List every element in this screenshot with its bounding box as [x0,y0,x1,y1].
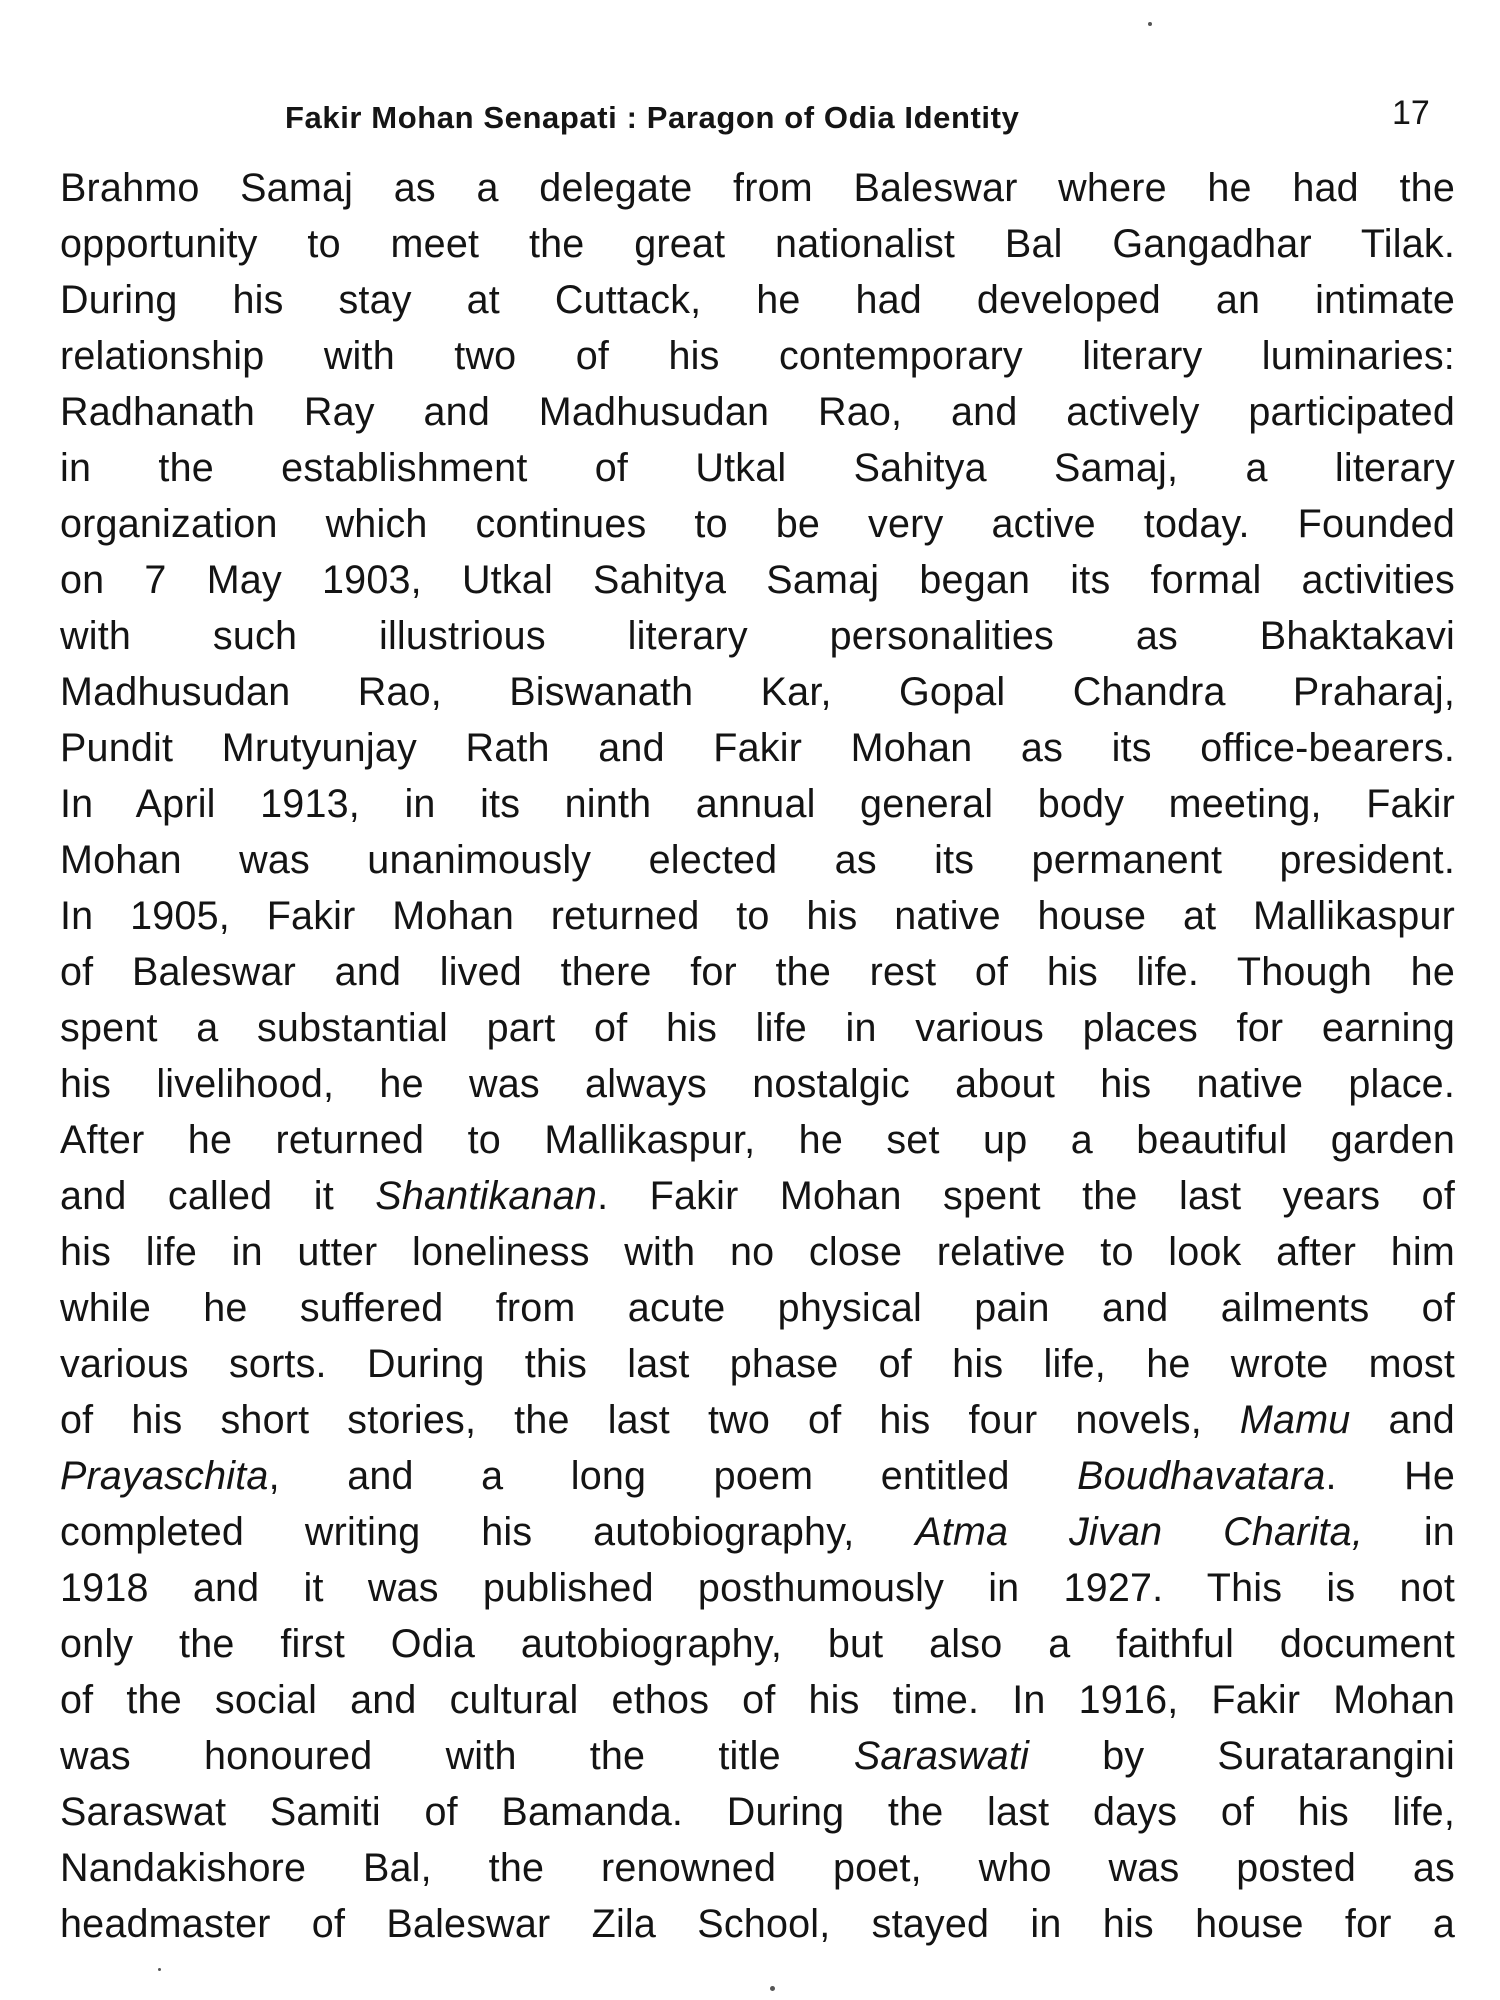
text-line [60,608,1455,664]
text-line [60,1616,1455,1672]
italic-text: Boudhavatara [1077,1454,1326,1498]
line-text: various sorts. During this last phase of his life, he wrote most [60,1342,1455,1386]
text-line [60,832,1455,888]
line-text: on 7 May 1903, Utkal Sahitya Samaj began its formal activities [60,558,1455,602]
line-text: was honoured with the title [60,1734,854,1778]
line-text: relationship with two of his contemporary literary luminaries: [60,334,1455,378]
line-text: in the establishment of Utkal Sahitya Samaj, a literary [60,446,1455,490]
text-line [60,1000,1455,1056]
text-line [60,664,1455,720]
text-line [60,272,1455,328]
text-line [60,776,1455,832]
scan-speck [158,1968,161,1971]
line-text: , and a long poem entitled [268,1454,1078,1498]
italic-text: Saraswati [853,1734,1030,1778]
line-text: . Fakir Mohan spent the last years of [597,1174,1455,1218]
line-text: while he suffered from acute physical pain and ailments of [60,1286,1455,1330]
line-text: 1918 and it was published posthumously in 1927. This is not [60,1566,1455,1610]
line-text: Madhusudan Rao, Biswanath Kar, Gopal Chandra Praharaj, [60,670,1455,714]
italic-text: Atma Jivan Charita, [915,1510,1363,1554]
line-text: Saraswat Samiti of Bamanda. During the last days of his life, [60,1790,1455,1834]
text-line [60,160,1455,216]
line-text: Radhanath Ray and Madhusudan Rao, and actively participated [60,390,1455,434]
text-line [60,1112,1455,1168]
text-line [60,216,1455,272]
line-text: Mohan was unanimously elected as its permanent president. [60,838,1455,882]
text-line [60,496,1455,552]
text-line [60,944,1455,1000]
italic-text: Shantikanan [375,1174,598,1218]
line-text: In 1905, Fakir Mohan returned to his native house at Mallikaspur [60,894,1455,938]
line-text: . He [1325,1454,1456,1498]
text-line [60,1896,1455,1952]
line-text: his life in utter loneliness with no close relative to look after him [60,1230,1455,1274]
text-line [60,1560,1455,1616]
line-text: headmaster of Baleswar Zila School, stayed in his house for a [60,1902,1455,1946]
text-line [60,1168,1455,1224]
text-line [60,440,1455,496]
text-line [60,1784,1455,1840]
text-line [60,1840,1455,1896]
running-title: Fakir Mohan Senapati : Paragon of Odia Identity [285,100,1020,135]
line-text: completed writing his autobiography, [60,1510,916,1554]
text-line [60,1672,1455,1728]
scan-speck [770,1986,775,1991]
line-text: his livelihood, he was always nostalgic about his native place. [60,1062,1455,1106]
line-text: Brahmo Samaj as a delegate from Baleswar where he had the [60,166,1455,210]
line-text: of Baleswar and lived there for the rest of his life. Though he [60,950,1455,994]
line-text: During his stay at Cuttack, he had developed an intimate [60,278,1455,322]
running-head [0,94,1500,140]
line-text: of the social and cultural ethos of his time. In 1916, Fakir Mohan [60,1678,1455,1722]
text-line [60,1448,1455,1504]
line-text: Pundit Mrutyunjay Rath and Fakir Mohan as its office-bearers. [60,726,1455,770]
text-line [60,1392,1455,1448]
line-text: opportunity to meet the great nationalist Bal Gangadhar Tilak. [60,222,1455,266]
line-text: of his short stories, the last two of his four novels, [60,1398,1240,1442]
text-line [60,888,1455,944]
text-line [60,328,1455,384]
line-text: organization which continues to be very active today. Founded [60,502,1455,546]
line-text: and called it [60,1174,376,1218]
text-line [60,1504,1455,1560]
text-line [60,384,1455,440]
line-text: Nandakishore Bal, the renowned poet, who was posted as [60,1846,1455,1890]
text-line [60,552,1455,608]
line-text: only the first Odia autobiography, but also a faithful document [60,1622,1455,1666]
text-line [60,1224,1455,1280]
line-text: in [1363,1510,1455,1554]
italic-text: Prayaschita [60,1454,269,1498]
line-text: and [1350,1398,1455,1442]
line-text: spent a substantial part of his life in various places for earning [60,1006,1455,1050]
scan-speck [1148,22,1152,26]
text-line [60,720,1455,776]
text-line [60,1336,1455,1392]
line-text: After he returned to Mallikaspur, he set up a beautiful garden [60,1118,1455,1162]
text-line [60,1728,1455,1784]
page-number: 17 [1392,94,1430,132]
italic-text: Mamu [1239,1398,1351,1442]
text-line [60,1280,1455,1336]
line-text: with such illustrious literary personalities as Bhaktakavi [60,614,1455,658]
line-text: In April 1913, in its ninth annual general body meeting, Fakir [60,782,1455,826]
body-text [60,160,1455,1952]
text-line [60,1056,1455,1112]
line-text: by Suratarangini [1029,1734,1455,1778]
